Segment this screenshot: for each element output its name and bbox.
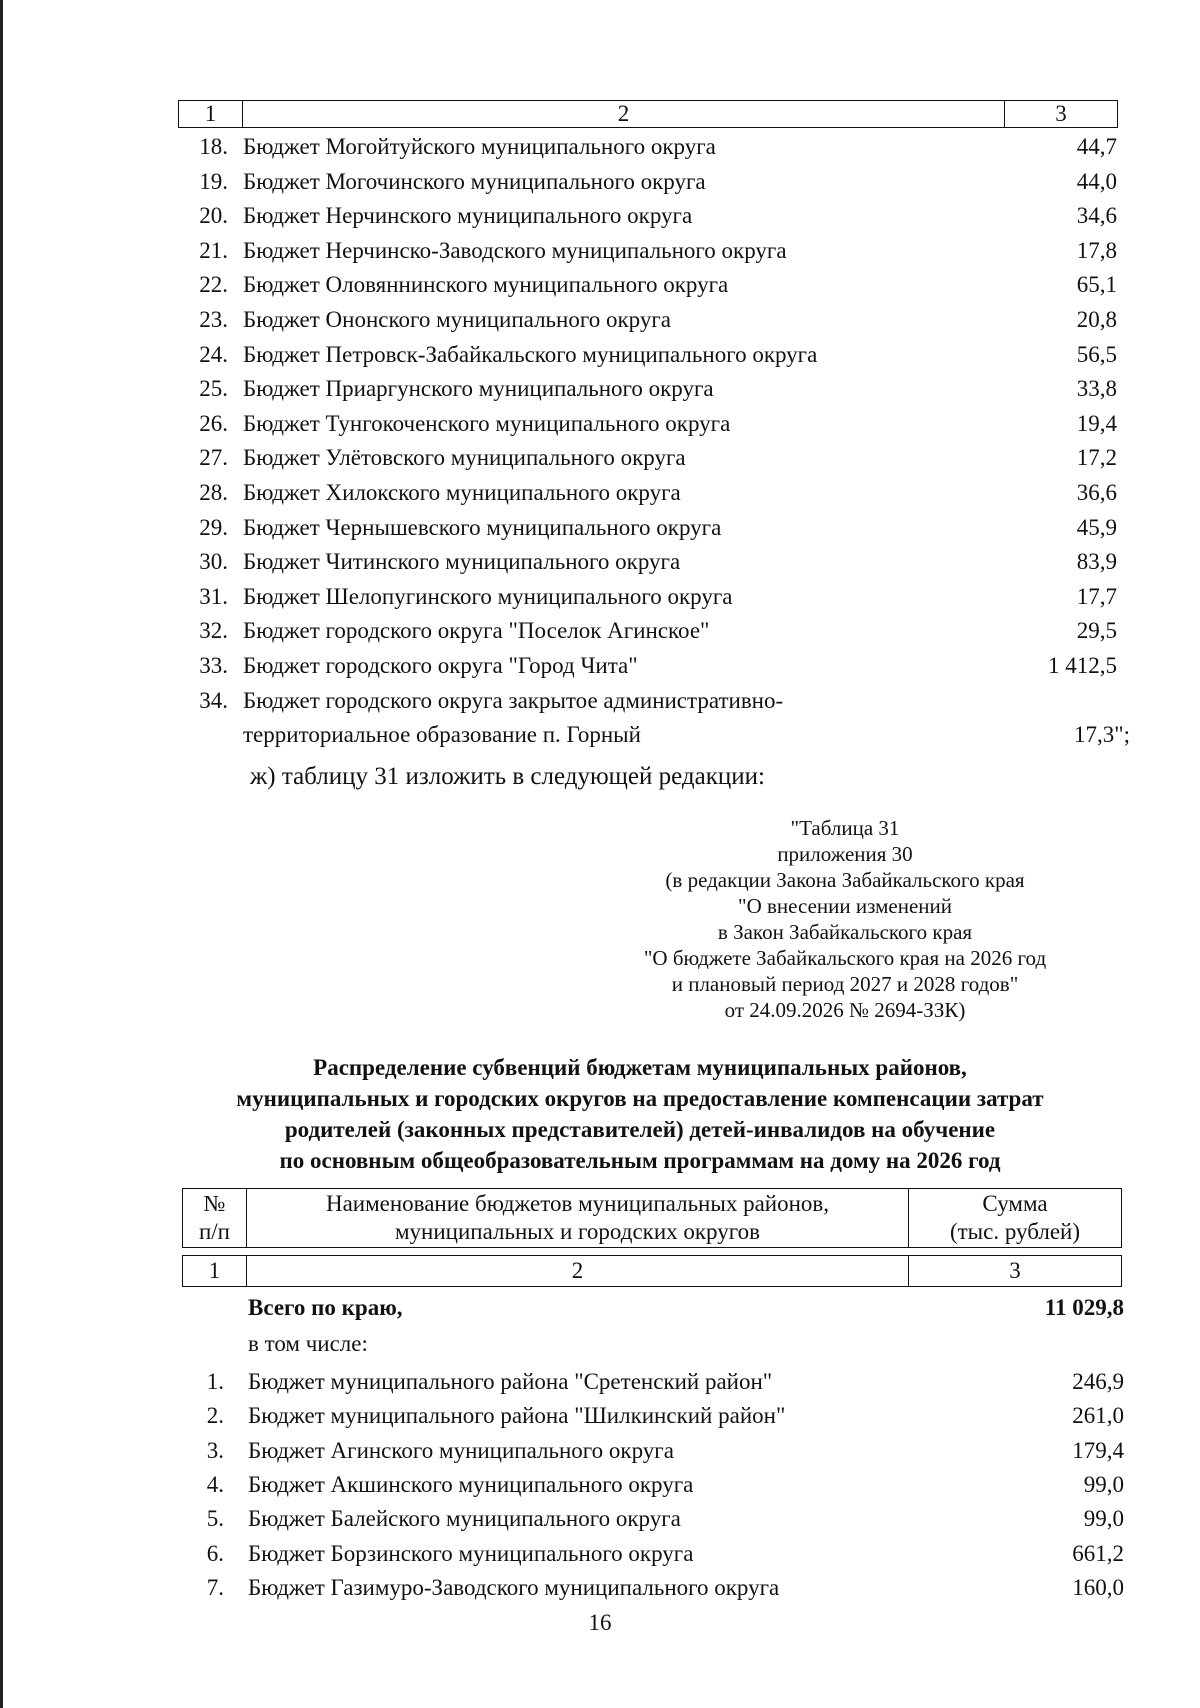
page-number: 16 [588,1610,612,1635]
header-name-line1: Наименование бюджетов муниципальных районов, [325,1191,830,1216]
continued-table-header [178,100,1118,128]
index-3: 3 [1009,1258,1021,1283]
row-name: Бюджет городского округа "Город Чита" [243,653,638,678]
row-number: 32. [199,618,228,644]
row-value: 99,0 [1083,1471,1124,1497]
row-name: Бюджет Ононского муниципального округа [243,307,671,332]
row-value: 83,9 [1076,549,1117,575]
row-number: 25. [199,376,228,402]
caption-line: "Таблица 31 [790,816,900,840]
table-row [0,130,1200,164]
caption-line: приложения 30 [777,842,913,866]
row-name: Бюджет Нерчинско-Заводского муниципального округа [243,237,787,263]
row-value: 160,0 [1072,1574,1124,1600]
table-row [0,649,1200,683]
table-row [0,511,1200,545]
table-row [0,1571,1200,1605]
header-sum-line2: (тыс. рублей) [949,1219,1081,1244]
title-line: родителей (законных представителей) детей-инвалидов на обучение [284,1117,996,1142]
caption-line: от 24.09.2026 № 2694-ЗЗК) [724,998,966,1022]
row-number: 19. [199,168,228,194]
row-name: Бюджет Приаргунского муниципального округа [243,376,714,402]
row-value: 246,9 [1072,1369,1124,1394]
index-1: 1 [183,1256,247,1286]
row-value: 45,9 [1076,514,1117,540]
header-name [247,1189,909,1247]
header-name-line2: муниципальных и городских округов [395,1219,760,1244]
row-value: 19,4 [1076,410,1117,436]
row-name: Бюджет Агинского муниципального округа [248,1437,674,1463]
table-caption [580,815,1110,1023]
row-number: 30. [199,549,228,575]
row-value: 17,8 [1076,237,1117,263]
row-name: Бюджет Оловяннинского муниципального округа [243,272,729,298]
row-value: 661,2 [1072,1540,1124,1566]
row-name: Бюджет Улётовского муниципального округа [243,445,686,471]
table-row [0,165,1200,199]
index-2: 2 [247,1256,909,1286]
row-name: Бюджет Борзинского муниципального округа [248,1540,694,1566]
row-number: 6. [206,1540,224,1566]
row-name: Бюджет Шелопугинского муниципального округа [243,583,733,609]
col-index-1: 1 [179,101,243,127]
row-value: 99,0 [1083,1506,1124,1532]
table-row [0,1365,1200,1399]
row-number: 18. [199,134,228,159]
table-row [0,1399,1200,1433]
row-value: 44,0 [1076,168,1117,194]
table-row [0,1502,1200,1536]
table-row [0,441,1200,475]
row-value: 20,8 [1076,307,1117,332]
row-value: 34,6 [1076,203,1117,229]
row-number: 34. [199,688,228,713]
row-name: Бюджет Нерчинского муниципального округа [243,203,693,229]
row-value: 17,7 [1076,583,1117,609]
row-number: 3. [206,1437,224,1463]
row-name: Бюджет Балейского муниципального округа [248,1506,681,1532]
row-number: 22. [199,272,228,298]
row-number: 1. [206,1369,224,1394]
including-label: в том числе: [248,1331,368,1356]
row-name: Бюджет Газимуро-Заводского муниципального округа [248,1574,780,1600]
row-number: 28. [199,480,228,505]
table-row [0,1434,1200,1468]
table31-index-row [182,1255,1122,1287]
row-name: Бюджет Акшинского муниципального округа [248,1471,694,1497]
row-number: 4. [206,1471,224,1497]
title-line: Распределение субвенций бюджетам муниципальных районов, [313,1055,967,1080]
row-value: 17,2 [1076,445,1117,471]
row-number: 24. [199,341,228,367]
caption-line: в Закон Забайкальского края [717,920,973,944]
header-number-line1: № [203,1191,226,1216]
header-sum [909,1189,1121,1247]
table-row [0,234,1200,268]
table-row [0,614,1200,648]
table-row [0,580,1200,614]
table31-header [182,1188,1122,1248]
row-value: 65,1 [1076,272,1117,298]
document-title [150,1052,1130,1176]
row-value: 33,8 [1076,376,1117,402]
row-value: 36,6 [1076,480,1117,505]
table-row [0,476,1200,510]
caption-line: (в редакции Закона Забайкальского края [665,868,1025,892]
row-name: Бюджет Могочинского муниципального округа [243,168,706,194]
amendment-text: ж) таблицу 31 изложить в следующей редакции: [250,763,765,790]
row-name: Бюджет Тунгокоченского муниципального округа [243,410,731,436]
row-name-continued: территориальное образование п. Горный [243,722,641,747]
header-number-line2: п/п [198,1219,230,1244]
row-value: 17,3"; [1073,722,1130,747]
title-line: муниципальных и городских округов на предоставление компенсации затрат [236,1086,1044,1111]
row-name: Бюджет Могойтуйского муниципального округа [243,134,716,159]
caption-line: "О бюджете Забайкальского края на 2026 год [643,946,1047,970]
header-sum-line1: Сумма [982,1191,1048,1216]
row-value: 44,7 [1076,134,1117,159]
table-row [0,684,1200,718]
row-number: 31. [199,583,228,609]
row-name: Бюджет городского округа закрытое административно- [243,688,784,713]
row-number: 33. [199,653,228,678]
row-name: Бюджет Хилокского муниципального округа [243,480,681,505]
row-number: 27. [199,445,228,471]
col-index-2: 2 [243,101,1005,127]
table-row [0,199,1200,233]
col-index-3: 3 [1055,101,1067,126]
total-label: Всего по краю, [248,1295,403,1320]
row-name: Бюджет муниципального района "Сретенский район" [248,1369,773,1394]
row-value: 56,5 [1076,341,1117,367]
table-row [0,268,1200,302]
row-number: 2. [206,1403,224,1429]
table-row-continuation [0,718,1200,752]
table-row [0,1537,1200,1571]
row-value: 29,5 [1076,618,1117,644]
caption-line: и плановый период 2027 и 2028 годов" [671,972,1019,996]
total-value: 11 029,8 [1044,1295,1124,1320]
row-value: 179,4 [1072,1437,1124,1463]
row-name: Бюджет Петровск-Забайкальского муниципального округа [243,341,818,367]
row-name: Бюджет муниципального района "Шилкинский район" [248,1403,786,1429]
caption-line: "О внесении изменений [738,894,952,918]
row-number: 21. [199,237,228,263]
row-name: Бюджет городского округа "Поселок Агинское" [243,618,710,644]
row-number: 5. [206,1506,224,1532]
row-value: 261,0 [1072,1403,1124,1429]
row-name: Бюджет Чернышевского муниципального округа [243,514,722,540]
title-line: по основным общеобразовательным программам на дому на 2026 год [279,1148,1001,1173]
row-number: 7. [206,1574,224,1600]
table-row [0,1468,1200,1502]
table-row [0,545,1200,579]
row-number: 23. [199,307,228,332]
row-number: 20. [199,203,228,229]
header-number [183,1189,247,1247]
table-row [0,372,1200,406]
table-row [0,338,1200,372]
row-name: Бюджет Читинского муниципального округа [243,549,681,575]
table-row [0,407,1200,441]
table-row [0,303,1200,337]
row-number: 26. [199,410,228,436]
row-value: 1 412,5 [1048,653,1117,678]
row-number: 29. [199,514,228,540]
